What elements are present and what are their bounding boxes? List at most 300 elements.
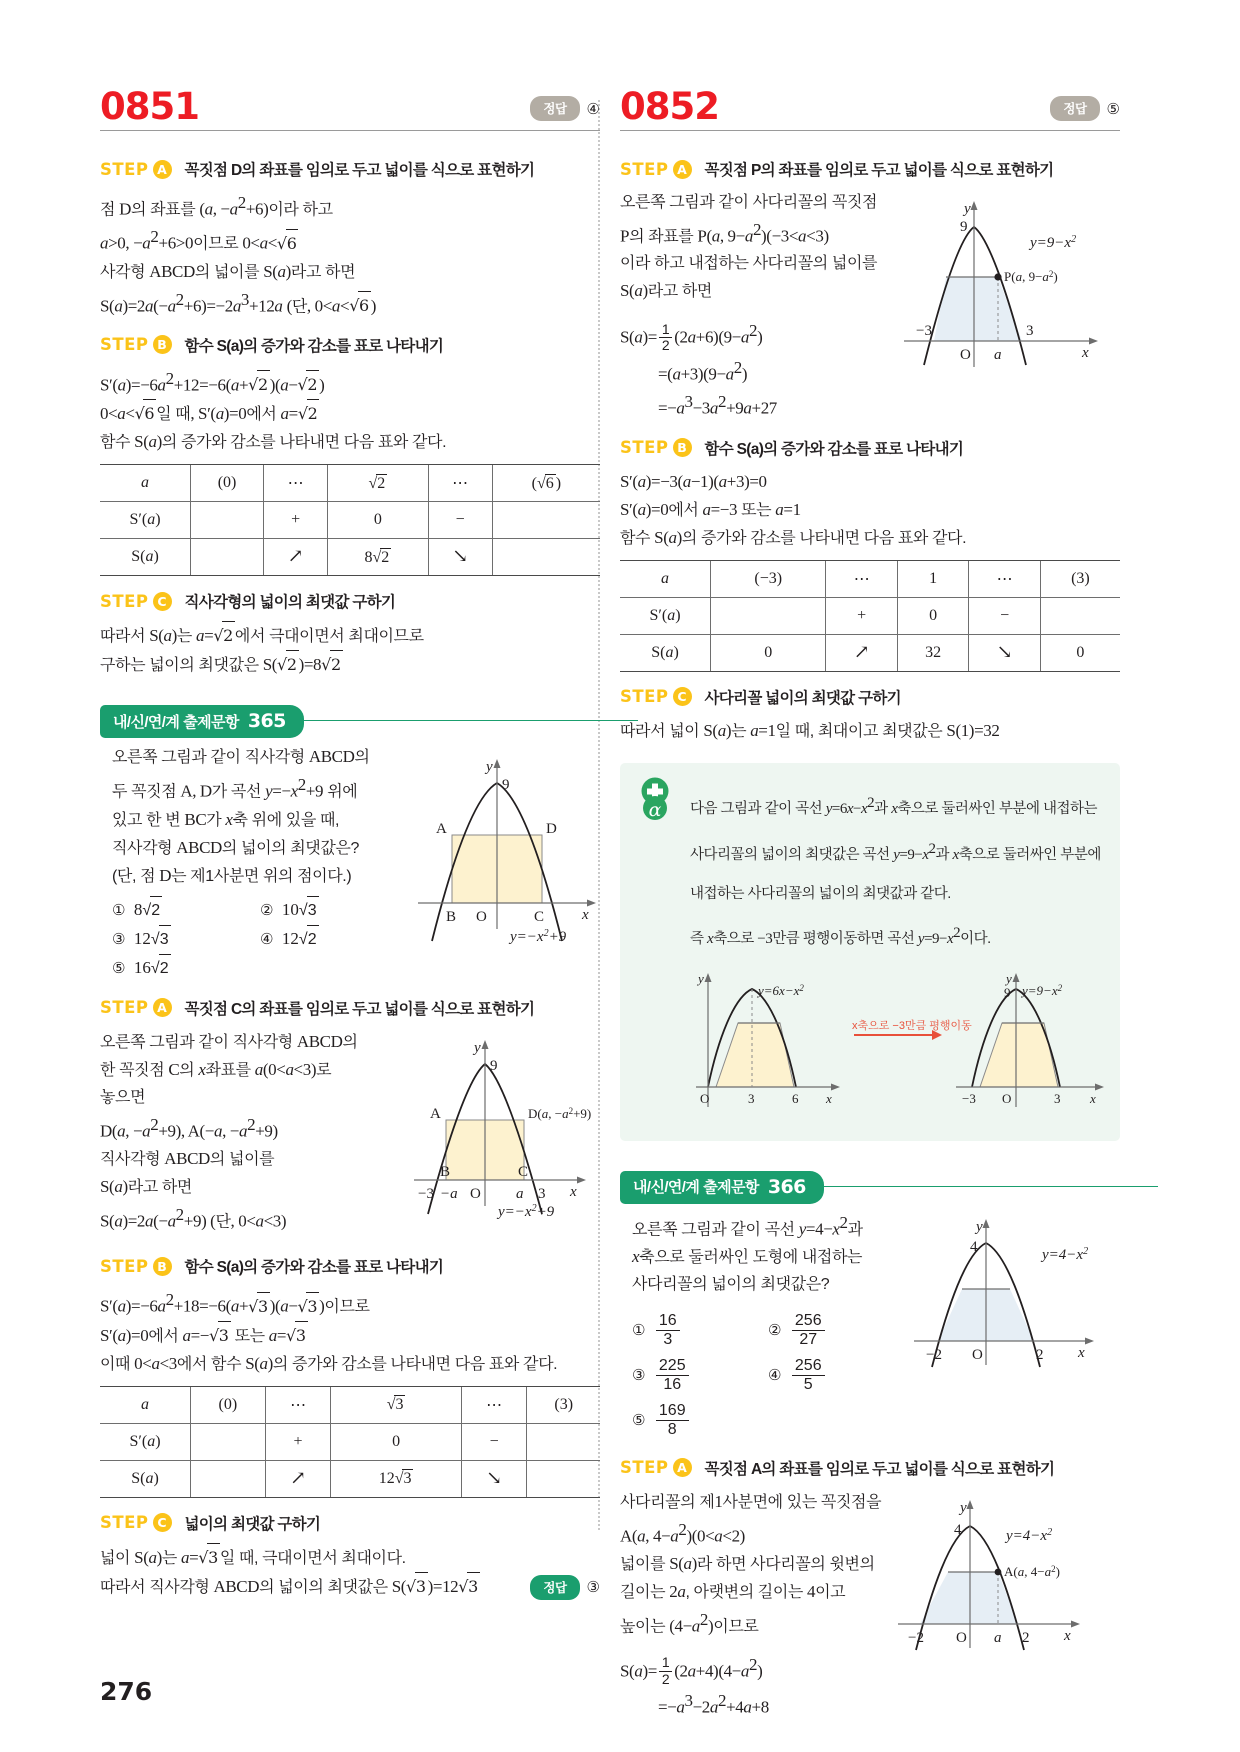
math-line: $S(a)=2a(-a^2+6)=-2a^3+12a$ (단, 0<a<√6 ): [100, 286, 600, 320]
x-axis-label: x: [1090, 1090, 1096, 1106]
step-b-heading-365: [100, 1255, 600, 1277]
math-line: S′(a)=0에서 a=−3 또는 a=1: [620, 499, 801, 519]
answer-tag: [1050, 96, 1120, 121]
cell-arrow-up: ↗: [265, 1460, 331, 1497]
cell: −: [461, 1423, 527, 1460]
vertex-a-label: A: [430, 1105, 441, 1122]
cell: ⋯: [264, 465, 328, 502]
banner-number: 366: [767, 1175, 806, 1198]
row-head: S(a): [100, 1460, 191, 1497]
point-p-label: P(a, $9-a^2$): [1004, 269, 1058, 284]
solution-text: [620, 1488, 888, 1722]
step-title: 꼭짓점 C의 좌표를 임의로 두고 넓이를 식으로 표현하기: [184, 1000, 535, 1018]
math-line: $=-a^3-2a^2+4a+8$: [658, 1691, 769, 1717]
math-line: $=(a+3)(9-a^2)$: [658, 358, 748, 384]
choice-item[interactable]: ② $\frac{256}{27}$: [768, 1308, 904, 1353]
x-a-label: a: [516, 1185, 524, 1202]
y-axis-label: y: [960, 1499, 967, 1516]
vertex-c-label: C: [534, 909, 545, 926]
x-left-label: −3: [418, 1185, 434, 1202]
table-row: [620, 634, 1120, 671]
figure-365: [414, 743, 604, 982]
row-head: S′(a): [100, 502, 191, 539]
cell: −: [428, 502, 492, 539]
curve-equation-365b: $y=-x^2+9$: [498, 1202, 555, 1220]
step-title: 넓이의 최댓값 구하기: [184, 1515, 321, 1533]
cell: 8√2: [328, 539, 428, 576]
cell: (3): [527, 1386, 600, 1423]
x-right-label: 3: [1026, 323, 1034, 339]
plus-alpha-icon: [636, 777, 674, 821]
question-line: 오른쪽 그림과 같이 직사각형 ABCD의: [112, 747, 370, 767]
question-line: (단, 점 D는 제1사분면 위의 점이다.): [112, 865, 352, 885]
x-neg-a-label: −a: [440, 1185, 458, 1202]
cell: 32: [897, 634, 968, 671]
step-a-heading-365: [100, 997, 600, 1019]
x-a-label: a: [994, 1629, 1002, 1646]
cell: √3: [331, 1386, 461, 1423]
choice-item[interactable]: ① 8√2: [112, 896, 260, 925]
table-row: [620, 597, 1120, 634]
step-title: 사다리꼴 넓이의 최댓값 구하기: [704, 689, 901, 707]
cell-arrow-down: ↘: [969, 634, 1040, 671]
answer-pill-label: 정답: [1050, 96, 1099, 121]
table-row: [100, 539, 600, 576]
parabola-rect-figure-b: [412, 1028, 612, 1218]
step-b-heading-0851: [100, 334, 600, 356]
plus-alpha-box: [620, 763, 1120, 1141]
choice-item[interactable]: ⑤ $\frac{169}{8}$: [632, 1398, 768, 1443]
math-line: S(a)라고 하면: [100, 1176, 192, 1196]
step-title: 꼭짓점 P의 좌표를 임의로 두고 넓이를 식으로 표현하기: [704, 162, 1054, 179]
cell: [1040, 597, 1120, 634]
banner-number: 365: [247, 710, 286, 733]
answer-pill-label: 정답: [530, 96, 579, 121]
curve-equation-365: $y=-x^2+9$: [510, 928, 567, 946]
left-column: [100, 86, 600, 1601]
math-line: 넓이 S(a)는 a=√3 일 때, 극대이면서 최대이다.: [100, 1543, 600, 1572]
y-top-label: 9: [960, 219, 968, 235]
x-left-label: −2: [908, 1629, 924, 1646]
cell: ⋯: [826, 560, 897, 597]
step-badge: C: [153, 1513, 172, 1532]
question-line: 오른쪽 그림과 같이 곡선 $y=4-x^2$과: [632, 1212, 863, 1238]
step-a-heading-0852: [620, 158, 1120, 180]
origin-label: O: [476, 909, 487, 926]
math-line: 이라 하고 내접하는 사다리꼴의 넓이를: [620, 255, 878, 273]
parabola-trapezoid-figure: [902, 189, 1120, 374]
question-line: 직사각형 ABCD의 넓이의 최댓값은?: [112, 837, 359, 857]
vertex-a-label: A: [436, 821, 447, 838]
step-badge: C: [673, 687, 692, 706]
note-line: 즉 x축으로 −3만큼 평행이동하면 곡선 $y=9-x^2$이다.: [690, 925, 991, 948]
cell: −: [969, 597, 1040, 634]
parabola-rect-figure: [414, 743, 604, 946]
step-a-heading-0851: [100, 158, 600, 180]
figure-366: [910, 1209, 1120, 1443]
step-word: STEP: [620, 687, 669, 707]
step-badge: C: [153, 592, 172, 611]
step-word: STEP: [100, 591, 149, 611]
y-axis-arrow: [983, 1219, 990, 1228]
y-axis-label: y: [1006, 970, 1012, 986]
cell: +: [265, 1423, 331, 1460]
step-word: STEP: [620, 438, 669, 458]
header-rule: [620, 130, 1120, 131]
math-line: 높이는 $(4-a^2)$이므로: [620, 1610, 759, 1636]
origin-label: O: [956, 1629, 967, 1646]
choice-item[interactable]: ② 10√3: [260, 896, 408, 925]
problem-number: 0851: [100, 85, 199, 128]
table-row: [100, 1386, 600, 1423]
figure-366b: [894, 1488, 1120, 1722]
problem-header-0852: [620, 86, 1120, 144]
curve-equation-left: $y=6x-x^2$: [758, 982, 804, 998]
fig-pa-left: [696, 971, 840, 1107]
shaded-trapezoid: [934, 277, 1022, 341]
cell: ⋯: [265, 1386, 331, 1423]
question-line: 있고 한 변 BC가 x축 위에 있을 때,: [112, 809, 340, 829]
solution-366-a: [620, 1488, 1120, 1722]
x-axis-label: x: [1082, 345, 1089, 361]
banner-label: 출제문항: [183, 713, 239, 731]
banner-prefix: 내/신/연/계: [113, 713, 180, 731]
y-axis-label: y: [474, 1039, 481, 1056]
math-line: 따라서 넓이 S(a)는 a=1일 때, 최대이고 최댓값은 S(1)=32: [620, 720, 1000, 740]
math-line: S′(a)=−3(a−1)(a+3)=0: [620, 471, 767, 491]
origin-label: O: [972, 1346, 983, 1363]
math-line: S′(a)=0에서 a=−√3 또는 a=√3: [100, 1321, 600, 1350]
y-axis-arrow: [494, 759, 501, 768]
translation-arrow-group: [852, 1018, 972, 1040]
cell: [191, 502, 264, 539]
figure-0852: [902, 189, 1120, 423]
cell: ⋯: [461, 1386, 527, 1423]
y-axis-label: y: [486, 759, 493, 776]
page-number: 276: [100, 1677, 153, 1706]
math-line: 놓으면: [100, 1088, 146, 1106]
note-line: 내접하는 사다리꼴의 넓이의 최댓값과 같다.: [690, 885, 951, 902]
y-axis-arrow: [1013, 973, 1020, 982]
variation-table-0852: [620, 560, 1120, 672]
question-text: [100, 743, 408, 982]
x-axis-arrow: [1071, 1620, 1080, 1627]
choice-item[interactable]: ③ $\frac{225}{16}$: [632, 1353, 768, 1398]
math-line: 함수 S(a)의 증가와 감소를 나타내면 다음 표와 같다.: [100, 432, 447, 452]
math-line: 직사각형 ABCD의 넓이를: [100, 1148, 275, 1168]
cell: 0: [328, 502, 428, 539]
answer-value: ④: [586, 99, 600, 118]
math-line: 이때 0<a<3에서 함수 S(a)의 증가와 감소를 나타내면 다음 표와 같다.: [100, 1353, 558, 1373]
table-row: [100, 1460, 600, 1497]
math-line: 따라서 S(a)는 a=√2 에서 극대이면서 최대이므로: [100, 621, 600, 650]
choice-item[interactable]: ④ $\frac{256}{5}$: [768, 1353, 904, 1398]
table-row: [620, 560, 1120, 597]
math-line: 점 D의 좌표를 (a, $-a^2+6$)이라 하고: [100, 193, 333, 219]
header-rule: [100, 130, 600, 131]
vertex-c-label: C: [518, 1163, 529, 1180]
step-word: STEP: [620, 1458, 669, 1478]
math-line: 길이는 2a, 아랫변의 길이는 4이고: [620, 1582, 846, 1602]
y-top-label: 9: [1004, 984, 1011, 1000]
math-line: S(a)라고 하면: [620, 281, 712, 301]
cell: (−3): [711, 560, 826, 597]
vertex-b-label: B: [440, 1163, 451, 1180]
step-title: 함수 S(a)의 증가와 감소를 표로 나타내기: [184, 337, 444, 355]
answer-tag-365: [530, 1574, 600, 1601]
cell: 0: [897, 597, 968, 634]
cell: ⋯: [428, 465, 492, 502]
cell-arrow-up: ↗: [826, 634, 897, 671]
y-axis-arrow: [967, 1500, 974, 1509]
question-line: 사다리꼴의 넓이의 최댓값은?: [632, 1275, 830, 1293]
answer-tag: [530, 96, 600, 121]
math-line: $S(a)=2a(-a^2+9)$ (단, 0<a<3): [100, 1204, 287, 1231]
math-line: D(a, $-a^2+9$), A(−a, $-a^2+9$): [100, 1114, 278, 1140]
math-line: 따라서 직사각형 ABCD의 넓이의 최댓값은 S(√3 )=12√3: [100, 1572, 600, 1601]
answer-value: ③: [586, 1578, 600, 1597]
right-column: [620, 86, 1120, 1722]
variation-table-365: [100, 1386, 600, 1498]
math-line: S(a)= $\frac{1}{2}$ $(2a+6)(9-a^2)$: [620, 320, 763, 354]
cell: +: [264, 502, 328, 539]
x-axis-label: x: [826, 1090, 832, 1106]
step-c-heading-0851: [100, 590, 600, 612]
vertex-b-label: B: [446, 909, 457, 926]
cell: 1: [897, 560, 968, 597]
x-axis-label: x: [1064, 1627, 1071, 1644]
cell: √2: [328, 465, 428, 502]
solution-365-a: [100, 1028, 600, 1236]
math-line: 넓이를 S(a)라 하면 사다리꼴의 윗변의: [620, 1554, 875, 1574]
y-axis-label: y: [976, 1218, 983, 1235]
x-left-label: −3: [962, 1090, 976, 1106]
curve-equation-366: $y=4-x^2$: [1042, 1245, 1089, 1263]
y-top-label: 4: [954, 1521, 962, 1538]
math-line: 사각형 ABCD의 넓이를 S(a)라고 하면: [100, 261, 356, 281]
answer-pill-label: 정답: [530, 1575, 579, 1600]
parabola-trapezoid-figure-366: [910, 1209, 1110, 1379]
tick-6-label: 6: [792, 1090, 799, 1106]
solution-text: [100, 1028, 406, 1236]
table-row: [100, 1423, 600, 1460]
origin-label: O: [960, 347, 971, 363]
math-line: $S'(a)=-6a^2+12=-6(a+√2$ )(a−√2 ): [100, 365, 600, 399]
step-title: 꼭짓점 A의 좌표를 임의로 두고 넓이를 식으로 표현하기: [704, 1460, 1055, 1478]
y-top-label: 9: [490, 1057, 498, 1074]
step-word: STEP: [620, 159, 669, 179]
question-line: 두 꼭짓점 A, D가 곡선 $y=-x^2+9$ 위에: [112, 775, 358, 801]
y-axis-arrow: [482, 1040, 489, 1049]
cell: [492, 502, 600, 539]
x-right-label: 2: [1036, 1346, 1044, 1363]
y-axis-arrow: [971, 201, 978, 210]
math-line: P의 좌표를 P(a, $9-a^2)(-3<a<3)$: [620, 220, 829, 246]
step-title: 꼭짓점 D의 좌표를 임의로 두고 넓이를 식으로 표현하기: [184, 162, 535, 179]
y-axis-label: y: [964, 201, 971, 217]
question-366: [620, 1209, 1120, 1443]
point-a-label: A(a, $4-a^2$): [1004, 1563, 1060, 1579]
row-head: S(a): [620, 634, 711, 671]
step-a-heading-366: [620, 1457, 1120, 1479]
x-left-label: −2: [926, 1346, 942, 1363]
math-line: 오른쪽 그림과 같이 사다리꼴의 꼭짓점: [620, 194, 878, 211]
related-banner-366: [620, 1171, 1120, 1201]
x-right-label: 3: [1054, 1090, 1061, 1106]
cell: [527, 1460, 600, 1497]
y-axis-label: y: [698, 970, 704, 986]
origin-label: O: [700, 1090, 710, 1106]
step-word: STEP: [100, 1513, 149, 1533]
parabola-trapezoid-figure-366b: [894, 1488, 1098, 1663]
cell: [191, 1460, 266, 1497]
translation-label: x축으로 −3만큼 평행이동: [852, 1019, 972, 1032]
x-axis-label: x: [570, 1183, 577, 1200]
cell: +: [826, 597, 897, 634]
cell: (0): [191, 1386, 266, 1423]
cell-arrow-down: ↘: [461, 1460, 527, 1497]
step-c-heading-0852: [620, 686, 1120, 708]
figure-365b: [412, 1028, 612, 1236]
variation-table-0851: [100, 464, 600, 576]
step-title: 함수 S(a)의 증가와 감소를 표로 나타내기: [184, 1259, 444, 1277]
point-d-label: D(a, $-a^2+9$): [528, 1105, 592, 1121]
x-left-label: −3: [916, 323, 932, 339]
step-b-heading-0852: [620, 437, 1120, 459]
y-top-label: 9: [502, 777, 510, 794]
y-axis-arrow: [705, 973, 712, 982]
cell: 12√3: [331, 1460, 461, 1497]
plus-alpha-figures: [690, 967, 1104, 1125]
x-axis-arrow: [1095, 1083, 1104, 1090]
choice-list-366: [632, 1308, 904, 1443]
cell: 0: [711, 634, 826, 671]
row-head: S′(a): [620, 597, 711, 634]
step-badge: A: [673, 1458, 692, 1477]
curve-equation-366b: $y=4-x^2$: [1006, 1526, 1053, 1544]
step-badge: B: [673, 438, 692, 457]
solution-text: [620, 189, 896, 423]
cell: [191, 1423, 266, 1460]
table-row: [100, 502, 600, 539]
math-line: 한 꼭짓점 C의 x좌표를 a(0<a<3)로: [100, 1059, 332, 1079]
math-line: a>0, $-a^2+6>0$이므로 0<a<√6: [100, 223, 600, 257]
tick-3-label: 3: [748, 1090, 755, 1106]
step-badge: A: [673, 160, 692, 179]
choice-item[interactable]: ③ 12√3: [112, 925, 260, 954]
x-right-label: 3: [538, 1185, 546, 1202]
cell-arrow-up: ↗: [264, 539, 328, 576]
math-line: 사다리꼴의 제1사분면에 있는 꼭짓점을: [620, 1491, 882, 1511]
choice-list-365: [112, 896, 408, 983]
cell: (3): [1040, 560, 1120, 597]
step-title: 직사각형의 넓이의 최댓값 구하기: [184, 594, 396, 612]
math-line: A(a, $4-a^2)(0<a<2)$: [620, 1519, 745, 1546]
problem-number: 0852: [620, 85, 719, 128]
x-a-label: a: [994, 347, 1002, 363]
row-head: S′(a): [100, 1423, 191, 1460]
question-line: x축으로 둘러싸인 도형에 내접하는: [632, 1246, 863, 1266]
x-axis-arrow: [577, 1176, 586, 1183]
math-line: $S'(a)=-6a^2+18=-6(a+√3$ )(a−√3 )이므로: [100, 1286, 600, 1320]
x-axis-label: x: [1078, 1344, 1085, 1361]
cell: [711, 597, 826, 634]
math-line: S(a)= $\frac{1}{2}$ $(2a+4)(4-a^2)$: [620, 1653, 763, 1687]
row-head: a: [100, 465, 191, 502]
cell: 0: [331, 1423, 461, 1460]
cell: [492, 539, 600, 576]
math-line: 0<a<√6 일 때, S′(a)=0에서 a=√2: [100, 399, 600, 428]
x-axis-arrow: [831, 1083, 840, 1090]
curve-equation-right: $y=9-x^2$: [1022, 982, 1063, 998]
step-word: STEP: [100, 998, 149, 1018]
math-line: 오른쪽 그림과 같이 직사각형 ABCD의: [100, 1031, 358, 1051]
choice-item[interactable]: ① $\frac{16}{3}$: [632, 1308, 768, 1353]
origin-label: O: [470, 1185, 481, 1202]
row-head: a: [100, 1386, 191, 1423]
step-badge: B: [153, 335, 172, 354]
math-line: 함수 S(a)의 증가와 감소를 나타내면 다음 표와 같다.: [620, 527, 967, 547]
problem-header-0851: [100, 86, 600, 144]
question-365: [100, 743, 600, 982]
table-row: [100, 465, 600, 502]
banner-label: 출제문항: [703, 1179, 759, 1197]
step-badge: A: [153, 998, 172, 1017]
step-c-heading-365: [100, 1512, 600, 1534]
vertex-d-label: D: [546, 821, 557, 838]
choice-item[interactable]: ④ 12√2: [260, 925, 408, 954]
math-line: $=-a^3-3a^2+9a+27$: [658, 392, 777, 418]
banner-prefix: 내/신/연/계: [633, 1179, 700, 1197]
step-badge: A: [153, 160, 172, 179]
choice-item[interactable]: ⑤ 16√2: [112, 954, 260, 983]
cell: (√6 ): [492, 465, 600, 502]
x-axis-arrow: [1085, 1337, 1094, 1344]
point-a-marker: [995, 1569, 1002, 1576]
banner-pill: [100, 705, 304, 738]
curve-equation-0852: $y=9-x^2$: [1030, 234, 1077, 251]
solution-0852-a: [620, 189, 1120, 423]
math-line: 구하는 넓이의 최댓값은 S(√2 )=8√2: [100, 650, 600, 679]
row-head: a: [620, 560, 711, 597]
cell: 0: [1040, 634, 1120, 671]
alpha-glyph: α: [648, 798, 662, 821]
cell-arrow-down: ↘: [428, 539, 492, 576]
step-word: STEP: [100, 335, 149, 355]
cell: [191, 539, 264, 576]
x-right-label: 2: [1022, 1629, 1030, 1646]
step-badge: B: [153, 1257, 172, 1276]
y-top-label: 4: [970, 1238, 978, 1255]
cell: [527, 1423, 600, 1460]
banner-pill: [620, 1171, 824, 1204]
step-word: STEP: [100, 1256, 149, 1276]
origin-label: O: [1002, 1090, 1012, 1106]
step-title: 함수 S(a)의 증가와 감소를 표로 나타내기: [704, 440, 964, 458]
step-word: STEP: [100, 159, 149, 179]
note-line: 다음 그림과 같이 곡선 $y=6x-x^2$과 x축으로 둘러싸인 부분에 내접하는: [690, 795, 1098, 817]
cell: (0): [191, 465, 264, 502]
answer-value: ⑤: [1106, 99, 1120, 118]
x-axis-label: x: [582, 907, 589, 924]
fig-pa-right: [956, 971, 1104, 1107]
x-axis-arrow: [587, 900, 596, 907]
related-banner-365: [100, 705, 600, 735]
shaded-trapezoid: [980, 1023, 1058, 1087]
x-axis-arrow: [1089, 338, 1098, 345]
question-text: [620, 1209, 904, 1443]
row-head: S(a): [100, 539, 191, 576]
